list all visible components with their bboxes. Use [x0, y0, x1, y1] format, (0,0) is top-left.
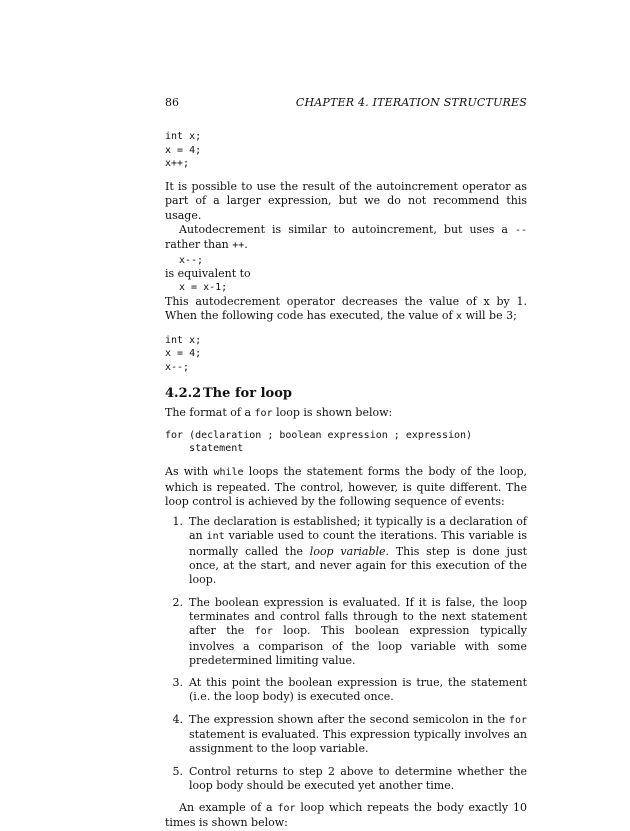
paragraph-equivalent: is equivalent to	[165, 266, 251, 280]
paragraph-for-format: The format of a for loop is shown below:	[165, 406, 393, 420]
paragraph-decrement-effect: This autodecrement operator decreases the value of x by 1. When the following code has executed, the value of x will be 3;	[165, 294, 527, 322]
list-item: 2. The boolean expression is evaluated. If it is false, the loop terminates and control falls through to the next statement after the for loop. This boolean expression typically involves a comparison of the loop variable with some predetermined limiting value.	[172, 595, 528, 667]
code-block-decrement: int x; x = 4; x--;	[165, 335, 202, 373]
list-item: 4. The expression shown after the second semicolon in the for statement is evaluated. This expression typically involves an assignment to the loop variable.	[172, 712, 527, 756]
page-content	[165, 96, 527, 831]
code-line-decrement: x--;	[179, 254, 204, 266]
code-block-for-syntax: for (declaration ; boolean expression ; expression) statement	[165, 429, 473, 454]
chapter-title: CHAPTER 4. ITERATION STRUCTURES	[295, 96, 527, 109]
code-block-increment: int x; x = 4; x++;	[165, 131, 202, 169]
list-item: 5. Control returns to step 2 above to determine whether the loop body should be executed yet another time.	[172, 764, 527, 792]
list-item: 3. At this point the boolean expression is true, the statement (i.e. the loop body) is executed once.	[172, 676, 527, 704]
code-line-assignment: x = x-1;	[179, 282, 228, 294]
list-item: 1. The declaration is established; it typically is a declaration of an int variable used to count the iterations. This variable is normally called the loop variable. This step is done just once, at the start, and never again for this execution of the loop.	[172, 515, 528, 587]
event-sequence-list	[165, 515, 527, 793]
paragraph-loop-control: As with while loops the statement forms the body of the loop, which is repeated. The control, however, is quite different. The loop control is achieved by the following sequence of events:	[165, 465, 527, 508]
paragraph-autodecrement: Autodecrement is similar to autoincrement, but uses a -- rather than ++.	[165, 223, 527, 252]
section-heading	[165, 387, 527, 401]
section-title: The for loop	[203, 386, 292, 402]
page-header	[165, 96, 527, 110]
paragraph-for-example: An example of a for loop which repeats the body exactly 10 times is shown below:	[165, 801, 527, 830]
section-number: 4.2.2	[165, 386, 202, 402]
page-number: 86	[165, 96, 179, 109]
paragraph-autoincrement: It is possible to use the result of the autoincrement operator as part of a larger expression, but we do not recommend this usage.	[165, 180, 527, 222]
